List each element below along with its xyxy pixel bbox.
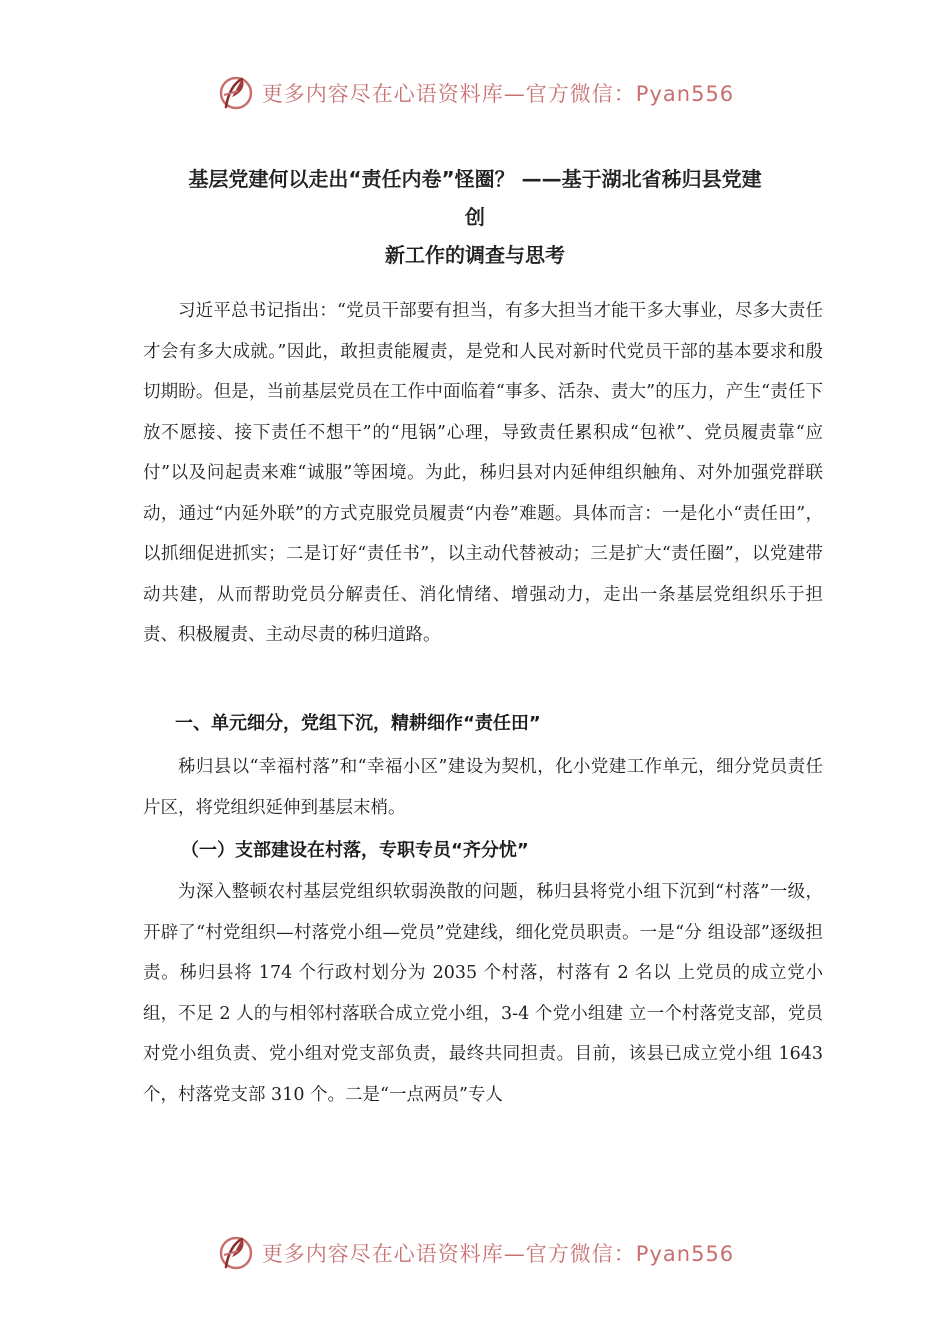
quill-logo-icon (216, 1233, 256, 1273)
intro-paragraph: 习近平总书记指出：“党员干部要有担当，有多大担当才能干多大事业，尽多大责任才会有多大成就。”因此，敢担责能履责，是党和人民对新时代党员干部的基本要求和殷切期盼。但是，当前基层党员在工作中面临着“事多、活杂、责大”的压力，产生“责任下放不愿接、接下责任不想干”的“甩锅”心理，导致责任累积成“包袱”、党员履责靠“应付”以及问起责来难“诚服”等困境。为此，秭归县对内延伸组织触角、对外加强党群联动，通过“内延外联”的方式克服党员履责“内卷”难题。具体而言：一是化小“责任田”，以抓细促进抓实；二是订好“责任书”，以主动代替被动；三是扩大“责任圈”，以党建带动共建，从而帮助党员分解责任、消化情绪、增强动力，走出一条基层党组织乐于担责、积极履责、主动尽责的秭归道路。 (143, 301, 823, 645)
article-title (100, 160, 850, 274)
section1-block (143, 747, 823, 828)
banner-text: 更多内容尽在心语资料库—官方微信：Pyan556 (261, 82, 735, 106)
subsection1-block (143, 872, 823, 1115)
title-line-2: 创 (465, 205, 485, 229)
title-line-3: 新工作的调查与思考 (385, 243, 565, 267)
quill-logo-icon (216, 73, 256, 113)
section-heading-1: 一、单元细分，党组下沉，精耕细作“责任田” (175, 713, 541, 734)
subsection1-paragraph: 为深入整顿农村基层党组织软弱涣散的问题，秭归县将党小组下沉到“村落”一级，开辟了“村党组织—村落党小组—党员”党建线，细化党员职责。一是“分 组设部”逐级担责。秭归县将 174 个行政村划分为 2035 个村落，村落有 2 名以 上党员的成立党小组，不足 2 人的与相邻村落联合成立党小组，3-4 个党小组建 立一个村落党支部，党员对党小组负责、党小组对党支部负责，最终共同担责。目前，该县已成立党小组 1643 个，村落党支部 310 个。二是“一点两员”专人 (143, 882, 823, 1105)
subsection-heading-1: （一）支部建设在村落，专职专员“齐分忧” (181, 840, 529, 861)
intro-block (143, 291, 823, 656)
title-line-1: 基层党建何以走出“责任内卷”怪圈？ ——基于湖北省秭归县党建 (188, 167, 762, 191)
section1-paragraph: 秭归县以“幸福村落”和“幸福小区”建设为契机，化小党建工作单元，细分党员责任片区，将党组织延伸到基层末梢。 (143, 757, 823, 818)
footer-banner (0, 1228, 950, 1278)
header-banner (0, 68, 950, 118)
banner-text: 更多内容尽在心语资料库—官方微信：Pyan556 (261, 1242, 735, 1266)
